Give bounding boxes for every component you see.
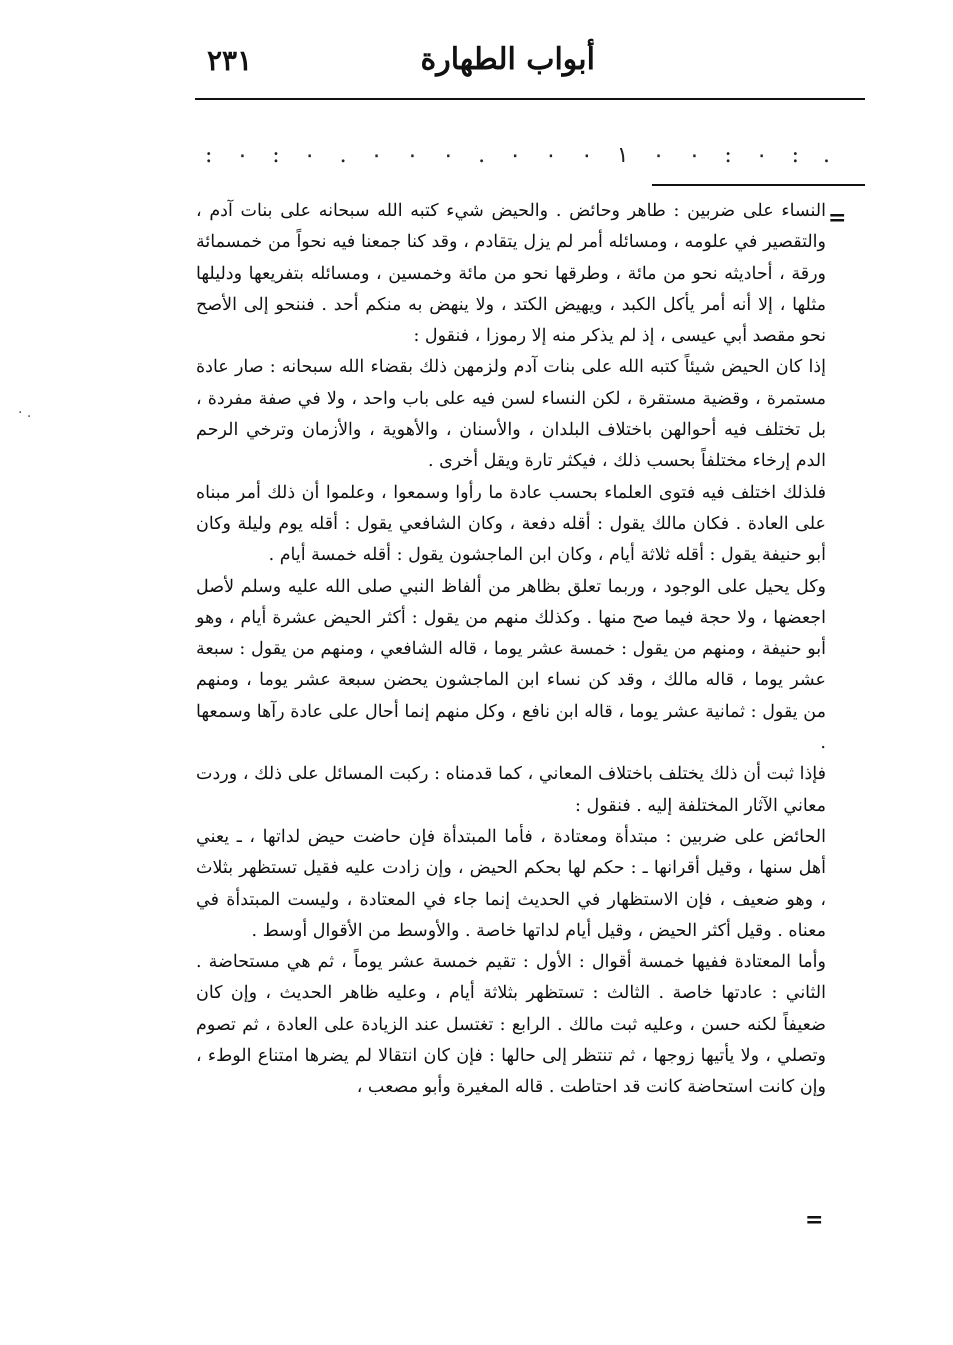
margin-marks: · . xyxy=(18,405,32,421)
continuation-mark-end: = xyxy=(805,1207,824,1233)
page-header xyxy=(195,38,865,98)
footnote-separator-rule xyxy=(652,184,865,186)
paragraph: فلذلك اختلف فيه فتوى العلماء بحسب عادة ما رأوا وسمعوا ، وعلموا أن ذلك أمر مبناه على العادة . فكان مالك يقول : أقله دفعة ، وكان الشافعي يقول : أقله يوم وليلة وكان أبو حنيفة يقول : أقله ثلاثة أيام ، وكان ابن الماجشون يقول : أقله خمسة أيام . xyxy=(196,482,826,566)
body-text xyxy=(196,196,826,1104)
paragraph: إذا كان الحيض شيئاً كتبه الله على بنات آدم ولزمهن ذلك بقضاء الله سبحانه : صار عادة مستمرة ، وقضية مستقرة ، لكن النساء لسن فيه على باب واحد ، ولا في صفة مفردة ، بل تختلف فيه أحوالهن باختلاف البلدان ، والأسنان ، والأهوية ، والأزمان وترخي الرحم الدم إرخاء مختلفاً بحسب ذلك ، فيكثر تارة ويقل أخرى . xyxy=(196,357,826,472)
header-rule xyxy=(195,98,865,100)
continuation-mark-start: = xyxy=(828,205,847,231)
running-title: أبواب الطهارة xyxy=(420,42,595,77)
paragraph: الحائض على ضربين : مبتدأة ومعتادة ، فأما المبتدأة فإن حاضت حيض لداتها ، ـ يعني أهل سنها ، وقيل أقرانها ـ : حكم لها بحكم الحيض ، وإن زادت عليه فقيل تستظهر بثلاث ، وهو ضعيف ، فإن الاستظهار في الحديث إنما جاء في المعتادة ، وليست المبتدأة في معناه . وقيل أكثر الحيض ، وقيل أيام لداتها خاصة . والأوسط من الأقوال أوسط . xyxy=(196,826,826,941)
page-number: ٢٣١ xyxy=(207,44,253,77)
paragraph: فإذا ثبت أن ذلك يختلف باختلاف المعاني ، كما قدمناه : ركبت المسائل على ذلك ، وردت معاني الآثار المختلفة إليه . فنقول : xyxy=(196,764,826,816)
paragraph: وكل يحيل على الوجود ، وربما تعلق بظاهر من ألفاظ النبي صلى الله عليه وسلم لأصل اجعضها ، ولا حجة فيما صح منها . وكذلك منهم من يقول : أكثر الحيض عشرة أيام ، وهو أبو حنيفة ، ومنهم من يقول : خمسة عشر يوما ، قاله الشافعي ، ومنهم من يقول : سبعة عشر يوما ، قاله مالك ، وقد كن نساء ابن الماجشون يحضن سبعة عشر يوما ، ومنهم من يقول : ثمانية عشر يوما ، قاله ابن نافع ، وكل منهم إنما أحال على عادة رآها وسمعها . xyxy=(196,576,826,754)
paragraph: وأما المعتادة ففيها خمسة أقوال : الأول : تقيم خمسة عشر يوماً ، ثم هي مستحاضة . الثاني : عادتها خاصة . الثالث : تستظهر بثلاثة أيام ، وعليه ظاهر الحديث ، وإن كان ضعيفاً لكنه حسن ، وعليه ثبت مالك . الرابع : تغتسل عند الزيادة على العادة ، ثم تصوم وتصلي ، ولا يأتيها زوجها ، ثم تنتظر إلى حالها : فإن كان انتقالا لم يضرها امتناع الوطء ، وإن كانت استحاضة كانت قد احتاطت . قاله المغيرة وأبو مصعب ، xyxy=(196,952,826,1098)
footnote-marks: . : ٠ : ٠ ٠ ١ ٠ ٠ ٠ . ٠ ٠ ٠ . ٠ : ٠ : xyxy=(205,143,831,168)
paragraph: النساء على ضربين : طاهر وحائض . والحيض شيء كتبه الله سبحانه على بنات آدم ، والتقصير في علومه ، ومسائله أمر لم يزل يتقادم ، وقد كنا جمعنا فيه نحواً من خمسمائة ورقة ، أحاديثه نحو من مائة ، وطرقها نحو من مائة وخمسين ، ومسائله بتفريعها ودليلها مثلها ، إلا أنه أمر يأكل الكبد ، ويهيض الكتد ، ولا ينهض به منكم أحد . فننحو إلى الأصح نحو مقصد أبي عيسى ، إذ لم يذكر منه إلا رموزا ، فنقول : xyxy=(196,201,826,347)
